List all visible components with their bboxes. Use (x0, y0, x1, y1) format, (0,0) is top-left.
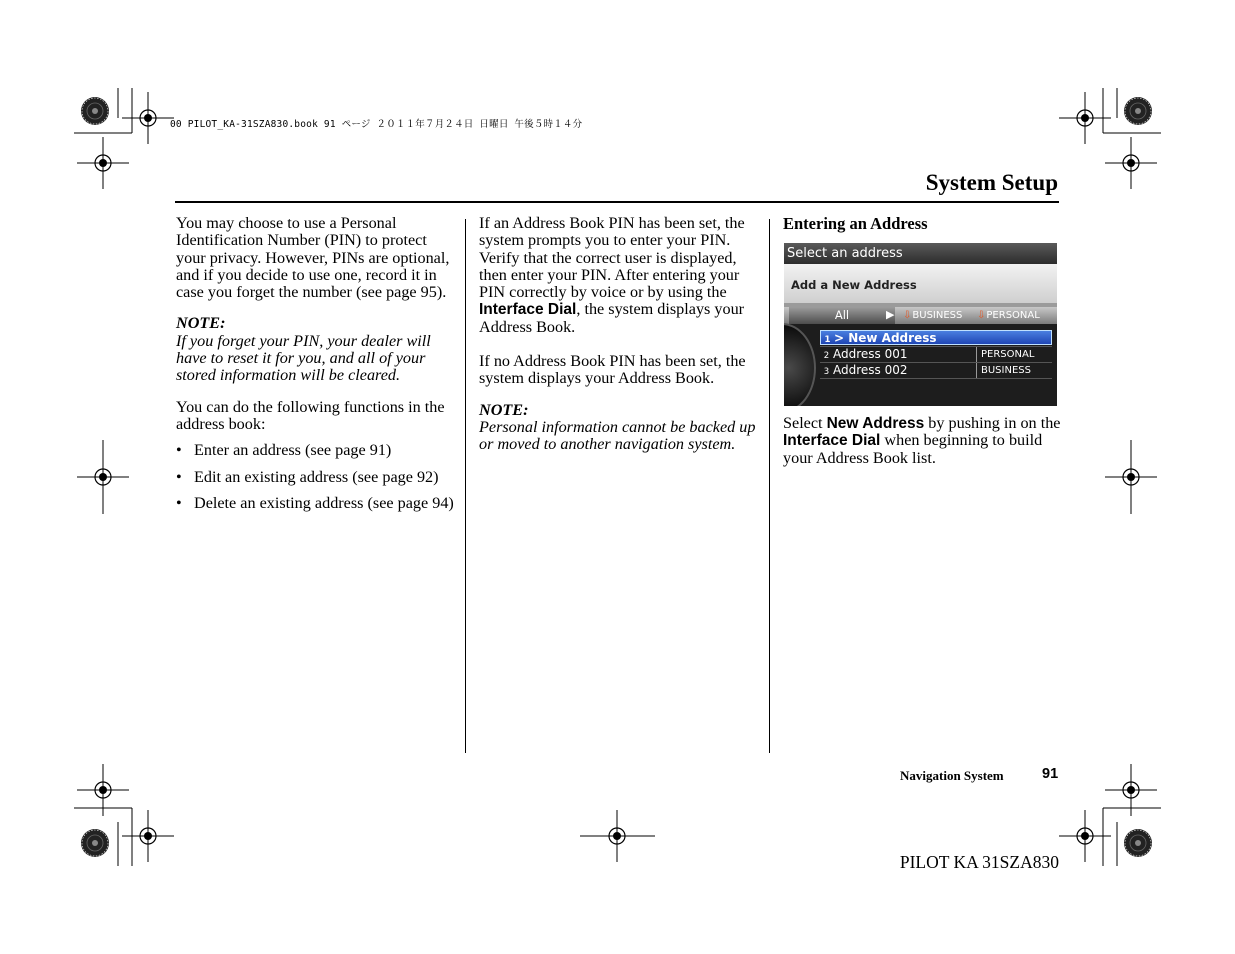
note-label: NOTE: (176, 314, 226, 333)
page-title: System Setup (925, 170, 1058, 195)
play-arrow-icon: ▶ (886, 308, 895, 321)
pin-icon: ⇩ (977, 310, 986, 321)
pin-icon: ⇩ (903, 310, 912, 321)
function-list (176, 442, 456, 512)
nav-screen-image (784, 243, 1057, 406)
tab-all: All (789, 307, 895, 324)
category-label: PERSONAL (976, 347, 1034, 362)
list-item: 3 Address 002 BUSINESS (823, 363, 1031, 377)
model-code: PILOT KA 31SZA830 (899, 852, 1059, 872)
list-item: • Delete an existing address (see page 94) (176, 493, 454, 512)
note-label: NOTE: (479, 400, 529, 419)
functions-intro: You can do the following functions in the address book: (176, 397, 445, 433)
pin-set-paragraph: If an Address Book PIN has been set, the system prompts you to enter your PIN. Verify that the correct user is displayed, then enter your PIN. After entering your PIN correctly by voice or by using the Interface Dial, the system displays your Address Book. (479, 214, 745, 336)
interface-dial-term: Interface Dial (479, 301, 577, 319)
page-number: 91 (1042, 766, 1059, 782)
tab-personal: ⇩PERSONAL (977, 310, 1040, 321)
new-address-term: New Address (826, 415, 925, 432)
column-1 (176, 215, 456, 521)
list-item: 1 > New Address (820, 330, 1052, 345)
list-item: • Edit an existing address (see page 92) (176, 467, 439, 486)
title-rule (175, 201, 1059, 203)
pin-intro: You may choose to use a Personal Identification Number (PIN) to protect your privacy. However, PINs are optional, and if you decide to use one, record it in case you forget the number (see page 95). (176, 214, 450, 302)
section-heading: Entering an Address (783, 214, 928, 233)
dial-graphic (784, 323, 816, 406)
column-divider-2 (769, 219, 770, 753)
select-instructions: Select New Address by pushing in on the Interface Dial when beginning to build your Address Book list. (783, 414, 1061, 467)
column-3 (783, 215, 1063, 232)
note-text: Personal information cannot be backed up or moved to another navigation system. (479, 417, 756, 454)
column-divider-1 (465, 219, 466, 753)
column-2 (479, 215, 759, 454)
add-new-address-button: Add a New Address (784, 264, 1057, 303)
tab-business: ⇩BUSINESS (903, 310, 963, 321)
interface-dial-term: Interface Dial (783, 432, 881, 450)
category-label: BUSINESS (976, 363, 1031, 378)
list-item: • Enter an address (see page 91) (176, 441, 392, 460)
list-item: 2 Address 001 PERSONAL (823, 347, 1035, 361)
screen-header: Select an address (784, 243, 1057, 264)
note-text: If you forget your PIN, your dealer will have to reset it for you, and all of your stored information will be cleared. (176, 331, 431, 385)
footer-section-name: Navigation System (900, 768, 1004, 783)
no-pin-paragraph: If no Address Book PIN has been set, the system displays your Address Book. (479, 352, 746, 388)
printer-header: 00 PILOT_KA-31SZA830.book 91 ページ ２０１１年７月２４日 日曜日 午後５時１４分 (170, 119, 583, 130)
